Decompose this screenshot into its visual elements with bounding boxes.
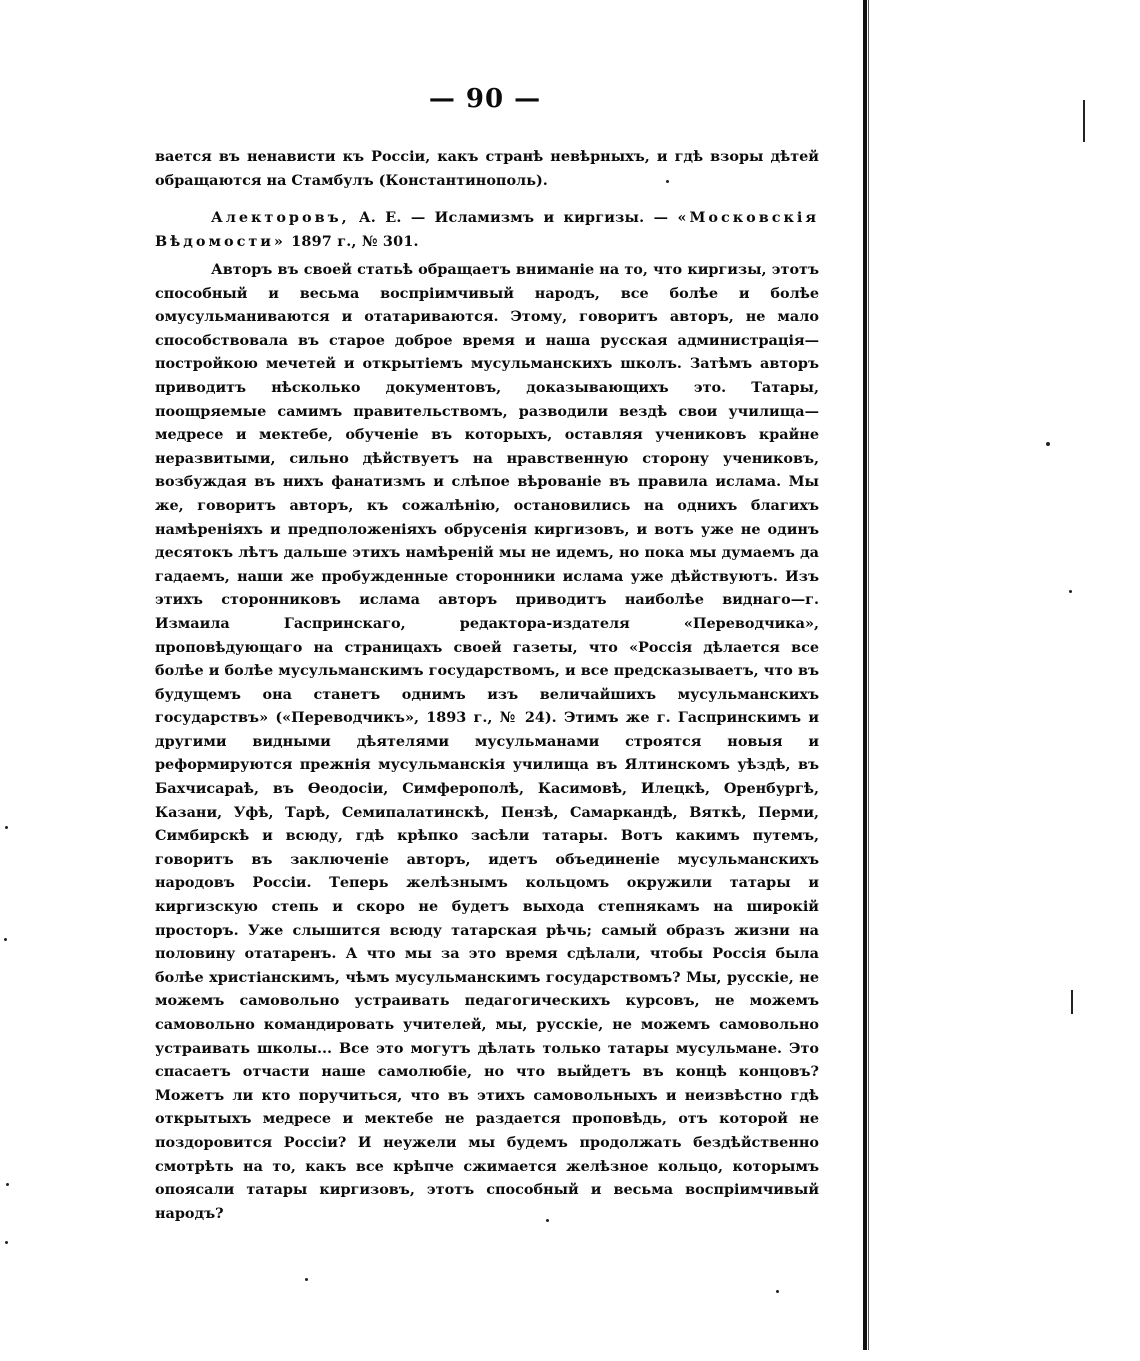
entry-author: Алекторовъ, xyxy=(211,209,350,226)
scan-speck xyxy=(4,938,7,941)
scan-speck xyxy=(776,1290,779,1293)
scan-speck xyxy=(5,1241,8,1244)
scan-mark xyxy=(1083,100,1085,142)
scan-speck xyxy=(6,1183,9,1186)
entry-body-text: Авторъ въ своей статьѣ обращаетъ вниманіе на то, что киргизы, этотъ способный и весьма воспріимчивый народъ, все болѣе и болѣе омусульманиваются и отатариваются. Этому, говоритъ авторъ, не мало способствовала въ старое доброе время и наша русская администрація—постройкою мечетей и открытіемъ мусульманскихъ школъ. Затѣмъ авторъ приводитъ нѣсколько документовъ, доказывающихъ это. Татары, поощряемые самимъ правительствомъ, разводили вездѣ свои училища—медресе и мектебе, обученіе въ которыхъ, оставляя учениковъ крайне неразвитыми, сильно дѣйствуетъ на нравственную сторону учениковъ, возбуждая въ нихъ фанатизмъ и слѣпое вѣрованіе въ правила ислама. Мы же, говоритъ авторъ, къ сожалѣнію, остановились на однихъ благихъ намѣреніяхъ и предположеніяхъ обрусенія киргизовъ, и вотъ уже не одинъ десятокъ лѣтъ дальше этихъ намѣреній мы не идемъ, но пока мы думаемъ да гадаемъ, наши же пробужденные сторонники ислама уже дѣйствуютъ. Изъ этихъ сторонниковъ ислама авторъ приводитъ наиболѣе виднаго—г. Измаила Гаспринскаго, редактора-издателя «Переводчика», проповѣдующаго на страницахъ своей газеты, что «Россія дѣлается все болѣе и болѣе мусульманскимъ государствомъ, и все предсказываетъ, что въ будущемъ она станетъ однимъ изъ величайшихъ мусульманскихъ государствъ» («Переводчикъ», 1893 г., № 24). Этимъ же г. Гаспринскимъ и другими видными дѣятелями мусульманами строятся новыя и реформируются прежнія мусульманскія училища въ Ялтинскомъ уѣздѣ, въ Бахчисараѣ, въ Ѳеодосіи, Симферополѣ, Касимовѣ, Илецкѣ, Оренбургѣ, Казани, Уфѣ, Тарѣ, Семипалатинскѣ, Пензѣ, Самаркандѣ, Вяткѣ, Перми, Симбирскѣ и всюду, гдѣ крѣпко засѣли татары. Вотъ какимъ путемъ, говоритъ въ заключеніе авторъ, идетъ объединеніе мусульманскихъ народовъ Россіи. Теперь желѣзнымъ кольцомъ окружили татары и киргизскую степь и скоро не будетъ выхода степнякамъ на широкій просторъ. Уже слышится всюду татарская рѣчь; самый образъ жизни на половину отатаренъ. А что мы за это время сдѣлали, чтобы Россія была болѣе христіанскимъ, чѣмъ мусульманскимъ государствомъ? Мы, русскіе, не можемъ самовольно устраивать педагогическихъ курсовъ, не можемъ самовольно командировать учителей, мы, русскіе, не можемъ самовольно устраивать школы... Все это могутъ дѣлать только татары мусульмане. Это спасаетъ отчасти наше самолюбіе, но что выйдетъ въ концѣ концовъ? Можетъ ли кто поручиться, что въ этихъ самовольныхъ и неизвѣстно гдѣ открытыхъ медресе и мектебе не раздается проповѣдь, отъ которой не поздоровится Россіи? И неужели мы будемъ продолжать бездѣйственно смотрѣть на то, какъ все крѣпче сжимается желѣзное кольцо, которымъ опоясали татары киргизовъ, этотъ способный и весьма воспріимчивый народъ? xyxy=(155,261,819,1222)
continuation-text: вается въ ненависти къ Россіи, какъ странѣ невѣрныхъ, и гдѣ взоры дѣтей обращаются на Стамбулъ (Константинополь). xyxy=(155,148,819,189)
binding-gutter-line xyxy=(863,0,867,1350)
scan-speck xyxy=(1069,590,1072,593)
entry-initials: А. Е. xyxy=(358,209,402,226)
entry-title: — Исламизмъ и киргизы. — xyxy=(410,209,669,226)
entry-citation: 1897 г., № 301. xyxy=(291,232,419,250)
entry-heading-line xyxy=(155,206,819,253)
scan-speck xyxy=(305,1278,308,1281)
page-number: — 90 — xyxy=(428,84,542,114)
scan-speck xyxy=(1046,442,1050,446)
binding-gutter-shadow xyxy=(868,0,869,1350)
scan-speck xyxy=(5,826,8,829)
bibliography-entry-heading xyxy=(155,206,819,253)
scan-speck xyxy=(546,1219,549,1222)
entry-body-paragraph xyxy=(155,258,819,1225)
continuation-paragraph xyxy=(155,145,819,192)
scan-speck xyxy=(666,180,669,183)
scan-mark xyxy=(1071,990,1073,1014)
entry-source: «Московскія Вѣдомости» xyxy=(155,209,819,250)
